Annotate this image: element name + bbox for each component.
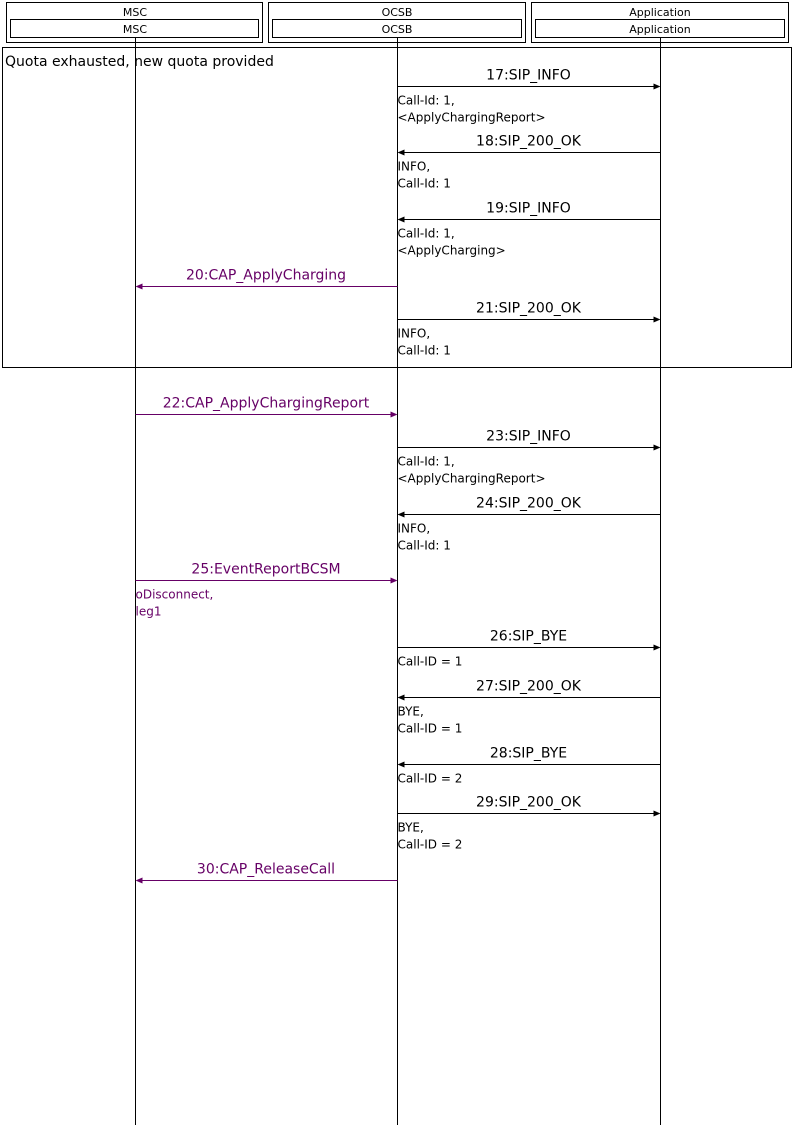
message-3 [398, 201, 661, 258]
message-note-line: Call-Id: 1, [397, 454, 455, 469]
message-note-line: Call-Id: 1, [397, 226, 455, 241]
lifeline-headers [7, 3, 789, 43]
message-arrowhead [398, 512, 405, 518]
message-note-line: Call-Id: 1 [397, 343, 451, 358]
message-4 [136, 268, 398, 290]
lifeline-inner-title: MSC [122, 23, 148, 36]
message-label: 24:SIP_200_OK [476, 495, 581, 512]
message-label: 23:SIP_INFO [486, 428, 571, 445]
lifeline-header-msc [7, 3, 263, 43]
message-label: 28:SIP_BYE [489, 745, 568, 762]
message-note-line: oDisconnect, [135, 587, 214, 602]
lifeline-inner-title: Application [629, 23, 691, 36]
message-label: 30:CAP_ReleaseCall [196, 861, 336, 878]
quota-frame-label: Quota exhausted, new quota provided [5, 54, 274, 70]
message-label: 19:SIP_INFO [486, 200, 571, 217]
message-arrowhead [398, 762, 405, 768]
message-label: 18:SIP_200_OK [476, 133, 581, 150]
message-note-line: <ApplyChargingReport> [397, 110, 546, 125]
message-label: 29:SIP_200_OK [476, 794, 581, 811]
lifeline-inner-title: OCSB [381, 23, 413, 36]
message-7 [398, 429, 661, 486]
message-arrowhead [136, 878, 143, 884]
message-9 [136, 562, 398, 619]
message-note-line: BYE, [397, 820, 424, 835]
message-note-line: Call-Id: 1, [397, 93, 455, 108]
message-10 [398, 629, 661, 669]
message-label: 21:SIP_200_OK [476, 300, 581, 317]
message-11 [398, 679, 661, 736]
message-13 [398, 795, 661, 852]
message-note-line: <ApplyCharging> [397, 243, 506, 258]
message-note-line: Call-ID = 2 [397, 837, 463, 852]
message-label: 17:SIP_INFO [486, 67, 571, 84]
message-note-line: Call-Id: 1 [397, 538, 451, 553]
message-arrowhead [654, 445, 661, 451]
message-note-line: BYE, [397, 704, 424, 719]
message-note-line: Call-ID = 1 [397, 721, 463, 736]
lifeline-header-app [532, 3, 789, 43]
lifeline-header-ocsb [269, 3, 526, 43]
message-arrowhead [398, 217, 405, 223]
lifeline-title: Application [629, 6, 691, 19]
message-arrowhead [398, 695, 405, 701]
message-label: 22:CAP_ApplyChargingReport [162, 395, 370, 412]
message-1 [398, 68, 661, 125]
message-14 [136, 862, 398, 884]
message-note-line: <ApplyChargingReport> [397, 471, 546, 486]
message-12 [398, 746, 661, 786]
message-6 [136, 396, 398, 418]
message-arrowhead [391, 412, 398, 418]
message-arrowhead [654, 84, 661, 90]
message-note-line: INFO, [397, 326, 431, 341]
message-label: 25:EventReportBCSM [191, 561, 341, 578]
message-note-line: Call-ID = 2 [397, 771, 463, 786]
message-5 [398, 301, 661, 358]
message-arrowhead [391, 578, 398, 584]
message-label: 20:CAP_ApplyCharging [185, 267, 347, 284]
message-note-line: INFO, [397, 159, 431, 174]
message-arrowhead [654, 645, 661, 651]
message-label: 27:SIP_200_OK [476, 678, 581, 695]
message-note-line: INFO, [397, 521, 431, 536]
message-arrowhead [654, 811, 661, 817]
message-arrowhead [654, 317, 661, 323]
lifeline-title: OCSB [381, 6, 413, 19]
message-note-line: Call-ID = 1 [397, 654, 463, 669]
message-label: 26:SIP_BYE [489, 628, 568, 645]
message-arrowhead [136, 284, 143, 290]
message-8 [398, 496, 661, 553]
message-arrowhead [398, 150, 405, 156]
message-note-line: leg1 [135, 604, 162, 619]
lifeline-title: MSC [122, 6, 148, 19]
message-note-line: Call-Id: 1 [397, 176, 451, 191]
message-2 [398, 134, 661, 191]
